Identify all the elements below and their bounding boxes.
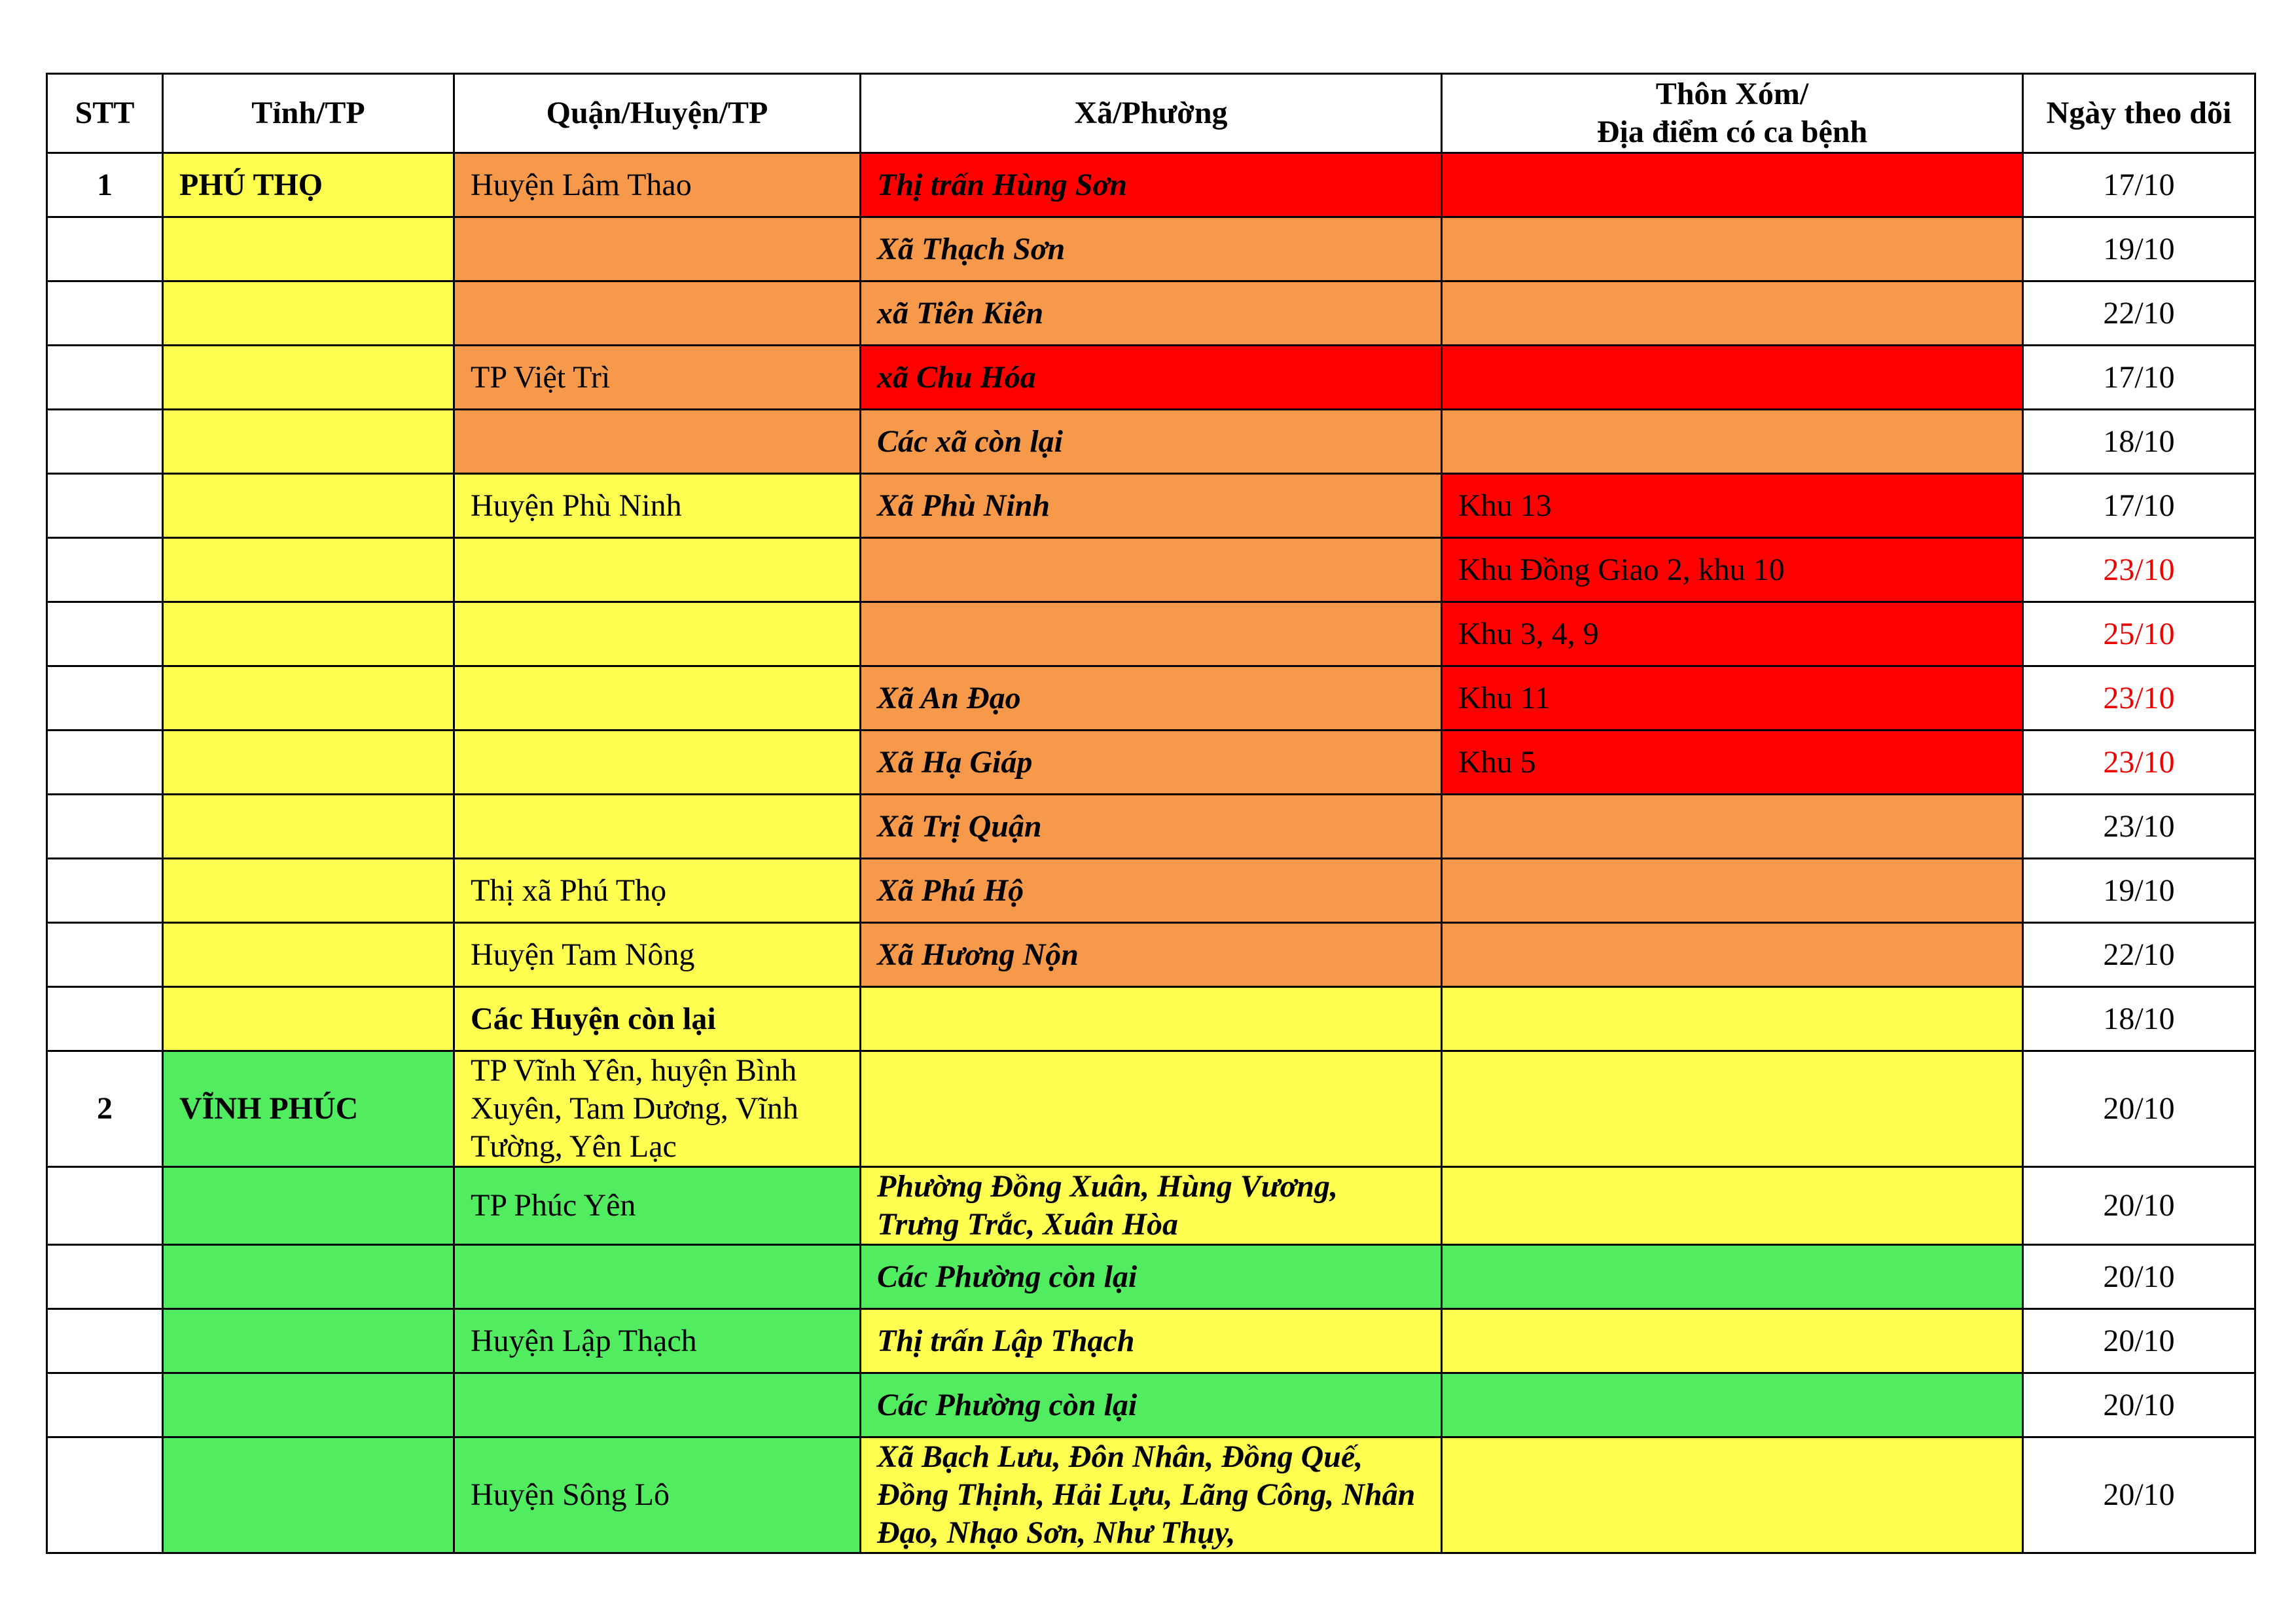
cell-thon [1442, 346, 2023, 410]
cell-ngay: 23/10 [2023, 666, 2255, 731]
cell-xa: Thị trấn Lập Thạch [861, 1309, 1442, 1373]
cell-tinh [163, 538, 454, 602]
header-thon-line2: Địa điểm có ca bệnh [1596, 115, 1868, 149]
cell-ngay: 20/10 [2023, 1051, 2255, 1167]
cell-stt [47, 666, 163, 731]
cell-thon: Khu 5 [1442, 731, 2023, 795]
cell-ngay: 23/10 [2023, 538, 2255, 602]
cell-tinh [163, 602, 454, 666]
cell-tinh [163, 474, 454, 538]
table-row [47, 474, 2255, 538]
cell-xa: Xã Bạch Lưu, Đôn Nhân, Đồng Quế, Đồng Thịnh, Hải Lựu, Lãng Công, Nhân Đạo, Nhạo Sơn, Như Thụy, [861, 1437, 1442, 1553]
cell-ngay: 17/10 [2023, 474, 2255, 538]
cell-quan: Thị xã Phú Thọ [454, 859, 861, 923]
cell-ngay: 20/10 [2023, 1167, 2255, 1245]
table-row [47, 859, 2255, 923]
table-row [47, 1167, 2255, 1245]
cell-tinh [163, 731, 454, 795]
cell-stt [47, 859, 163, 923]
cell-ngay: 20/10 [2023, 1309, 2255, 1373]
cell-xa: Các Phường còn lại [861, 1373, 1442, 1437]
cell-ngay: 18/10 [2023, 410, 2255, 474]
cell-stt [47, 1167, 163, 1245]
cell-thon [1442, 1051, 2023, 1167]
cell-quan: Huyện Lâm Thao [454, 153, 861, 217]
table-row [47, 217, 2255, 281]
cell-xa [861, 987, 1442, 1051]
header-row [47, 74, 2255, 153]
cell-thon: Khu 11 [1442, 666, 2023, 731]
table-row [47, 987, 2255, 1051]
cell-quan: Các Huyện còn lại [454, 987, 861, 1051]
cell-quan [454, 410, 861, 474]
table-row [47, 1245, 2255, 1309]
cell-xa: Xã Hương Nộn [861, 923, 1442, 987]
table-row [47, 346, 2255, 410]
cell-stt [47, 538, 163, 602]
cell-thon [1442, 1437, 2023, 1553]
cell-tinh [163, 987, 454, 1051]
tracking-table [46, 73, 2256, 1554]
cell-stt [47, 1245, 163, 1309]
cell-thon [1442, 859, 2023, 923]
table-row [47, 1437, 2255, 1553]
cell-quan [454, 281, 861, 346]
cell-thon: Khu 3, 4, 9 [1442, 602, 2023, 666]
cell-tinh [163, 1373, 454, 1437]
cell-thon [1442, 1373, 2023, 1437]
table-row [47, 281, 2255, 346]
cell-stt [47, 1373, 163, 1437]
cell-tinh [163, 795, 454, 859]
cell-quan [454, 731, 861, 795]
cell-stt [47, 281, 163, 346]
cell-thon [1442, 795, 2023, 859]
cell-stt [47, 987, 163, 1051]
cell-stt: 2 [47, 1051, 163, 1167]
table-row [47, 602, 2255, 666]
cell-stt [47, 410, 163, 474]
cell-thon [1442, 1245, 2023, 1309]
cell-tinh [163, 1167, 454, 1245]
cell-thon: Khu Đồng Giao 2, khu 10 [1442, 538, 2023, 602]
cell-stt [47, 217, 163, 281]
cell-ngay: 23/10 [2023, 795, 2255, 859]
table-row [47, 923, 2255, 987]
cell-xa: Xã Trị Quận [861, 795, 1442, 859]
cell-xa: Xã Thạch Sơn [861, 217, 1442, 281]
cell-quan [454, 666, 861, 731]
cell-xa [861, 1051, 1442, 1167]
cell-quan: Huyện Phù Ninh [454, 474, 861, 538]
cell-ngay: 19/10 [2023, 217, 2255, 281]
cell-stt [47, 795, 163, 859]
cell-xa: Xã An Đạo [861, 666, 1442, 731]
cell-ngay: 22/10 [2023, 281, 2255, 346]
table-row [47, 410, 2255, 474]
cell-tinh [163, 1309, 454, 1373]
cell-thon [1442, 987, 2023, 1051]
cell-thon [1442, 923, 2023, 987]
cell-xa: xã Tiên Kiên [861, 281, 1442, 346]
cell-quan: TP Việt Trì [454, 346, 861, 410]
cell-quan [454, 217, 861, 281]
cell-tinh [163, 923, 454, 987]
cell-quan [454, 795, 861, 859]
cell-ngay: 22/10 [2023, 923, 2255, 987]
cell-stt [47, 346, 163, 410]
cell-quan [454, 1373, 861, 1437]
cell-quan: TP Phúc Yên [454, 1167, 861, 1245]
cell-xa: Các xã còn lại [861, 410, 1442, 474]
cell-quan [454, 538, 861, 602]
cell-quan [454, 1245, 861, 1309]
cell-ngay: 20/10 [2023, 1373, 2255, 1437]
header-quan: Quận/Huyện/TP [454, 74, 861, 153]
cell-stt [47, 1309, 163, 1373]
header-xa: Xã/Phường [861, 74, 1442, 153]
cell-tinh: PHÚ THỌ [163, 153, 454, 217]
table-row [47, 1309, 2255, 1373]
cell-ngay: 17/10 [2023, 153, 2255, 217]
cell-xa [861, 538, 1442, 602]
cell-thon [1442, 1167, 2023, 1245]
cell-tinh: VĨNH PHÚC [163, 1051, 454, 1167]
cell-tinh [163, 1437, 454, 1553]
cell-quan: Huyện Tam Nông [454, 923, 861, 987]
cell-thon [1442, 153, 2023, 217]
cell-stt [47, 731, 163, 795]
cell-stt [47, 1437, 163, 1553]
table-row [47, 795, 2255, 859]
cell-stt: 1 [47, 153, 163, 217]
header-tinh: Tỉnh/TP [163, 74, 454, 153]
table-row [47, 666, 2255, 731]
cell-quan [454, 602, 861, 666]
cell-xa [861, 602, 1442, 666]
cell-thon [1442, 217, 2023, 281]
cell-stt [47, 602, 163, 666]
cell-tinh [163, 281, 454, 346]
cell-thon [1442, 281, 2023, 346]
cell-ngay: 19/10 [2023, 859, 2255, 923]
cell-tinh [163, 666, 454, 731]
cell-ngay: 20/10 [2023, 1437, 2255, 1553]
cell-ngay: 20/10 [2023, 1245, 2255, 1309]
cell-xa: Xã Hạ Giáp [861, 731, 1442, 795]
cell-thon: Khu 13 [1442, 474, 2023, 538]
cell-quan: Huyện Lập Thạch [454, 1309, 861, 1373]
cell-xa: xã Chu Hóa [861, 346, 1442, 410]
cell-xa: Xã Phù Ninh [861, 474, 1442, 538]
header-stt: STT [47, 74, 163, 153]
cell-tinh [163, 217, 454, 281]
table-row [47, 1051, 2255, 1167]
cell-quan: Huyện Sông Lô [454, 1437, 861, 1553]
cell-tinh [163, 1245, 454, 1309]
header-ngay: Ngày theo dõi [2023, 74, 2255, 153]
header-thon [1442, 74, 2023, 153]
cell-tinh [163, 346, 454, 410]
cell-xa: Thị trấn Hùng Sơn [861, 153, 1442, 217]
cell-ngay: 18/10 [2023, 987, 2255, 1051]
cell-stt [47, 474, 163, 538]
cell-ngay: 23/10 [2023, 731, 2255, 795]
table-row [47, 153, 2255, 217]
cell-thon [1442, 1309, 2023, 1373]
cell-quan: TP Vĩnh Yên, huyện Bình Xuyên, Tam Dương, Vĩnh Tường, Yên Lạc [454, 1051, 861, 1167]
cell-xa: Các Phường còn lại [861, 1245, 1442, 1309]
cell-ngay: 25/10 [2023, 602, 2255, 666]
table-row [47, 1373, 2255, 1437]
header-thon-line1: Thôn Xóm/ [1655, 77, 1809, 111]
table-row [47, 731, 2255, 795]
cell-stt [47, 923, 163, 987]
cell-xa: Xã Phú Hộ [861, 859, 1442, 923]
cell-tinh [163, 859, 454, 923]
table-row [47, 538, 2255, 602]
cell-thon [1442, 410, 2023, 474]
cell-ngay: 17/10 [2023, 346, 2255, 410]
cell-tinh [163, 410, 454, 474]
cell-xa: Phường Đồng Xuân, Hùng Vương, Trưng Trắc, Xuân Hòa [861, 1167, 1442, 1245]
